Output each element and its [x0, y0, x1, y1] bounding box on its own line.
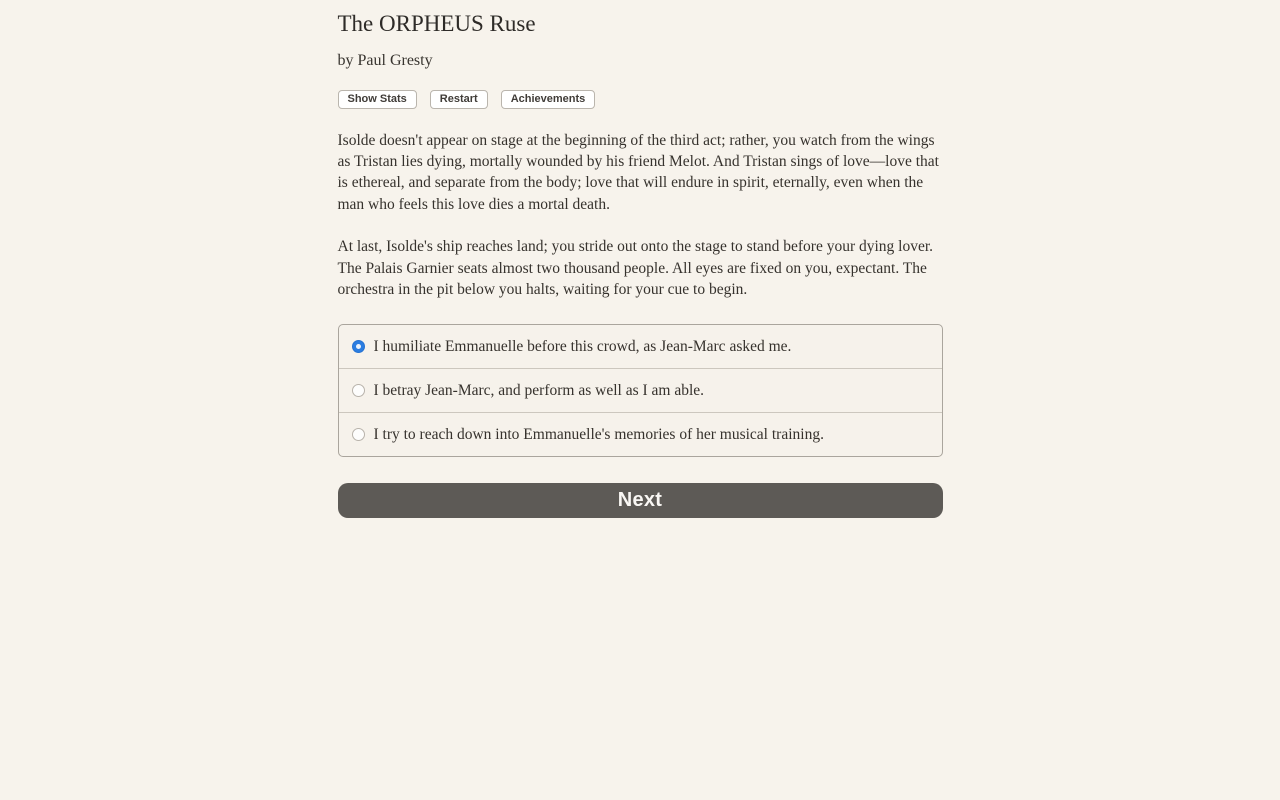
story-text [338, 130, 943, 301]
game-page [338, 0, 943, 518]
achievements-button[interactable]: Achievements [501, 90, 596, 109]
choice-label: I betray Jean-Marc, and perform as well as I am able. [373, 382, 705, 400]
story-paragraph: Isolde doesn't appear on stage at the beginning of the third act; rather, you watch from the wings as Tristan lies dying, mortally wounded by his friend Melot. And Tristan sings of love—love that is ethereal, and separate from the body; love that will endure in spirit, eternally, even when the man who feels this love dies a mortal death. [337, 131, 939, 213]
choice-option[interactable] [339, 325, 942, 368]
game-author: by Paul Gresty [337, 51, 433, 69]
game-title: The ORPHEUS Ruse [337, 11, 536, 36]
choice-group [338, 324, 943, 457]
radio-indicator[interactable] [352, 340, 365, 353]
next-button[interactable]: Next [338, 483, 943, 518]
show-stats-button[interactable]: Show Stats [338, 90, 417, 109]
choice-option[interactable] [339, 412, 942, 456]
radio-indicator[interactable] [352, 384, 365, 397]
radio-indicator[interactable] [352, 428, 365, 441]
restart-button[interactable]: Restart [430, 90, 488, 109]
choice-label: I humiliate Emmanuelle before this crowd, as Jean-Marc asked me. [373, 338, 792, 356]
choice-option[interactable] [339, 368, 942, 412]
story-paragraph: At last, Isolde's ship reaches land; you stride out onto the stage to stand before your dying lover. The Palais Garnier seats almost two thousand people. All eyes are fixed on you, expectant. The orchestra in the pit below you halts, waiting for your cue to begin. [337, 238, 934, 299]
toolbar [338, 90, 943, 109]
choice-label: I try to reach down into Emmanuelle's memories of her musical training. [373, 426, 824, 444]
